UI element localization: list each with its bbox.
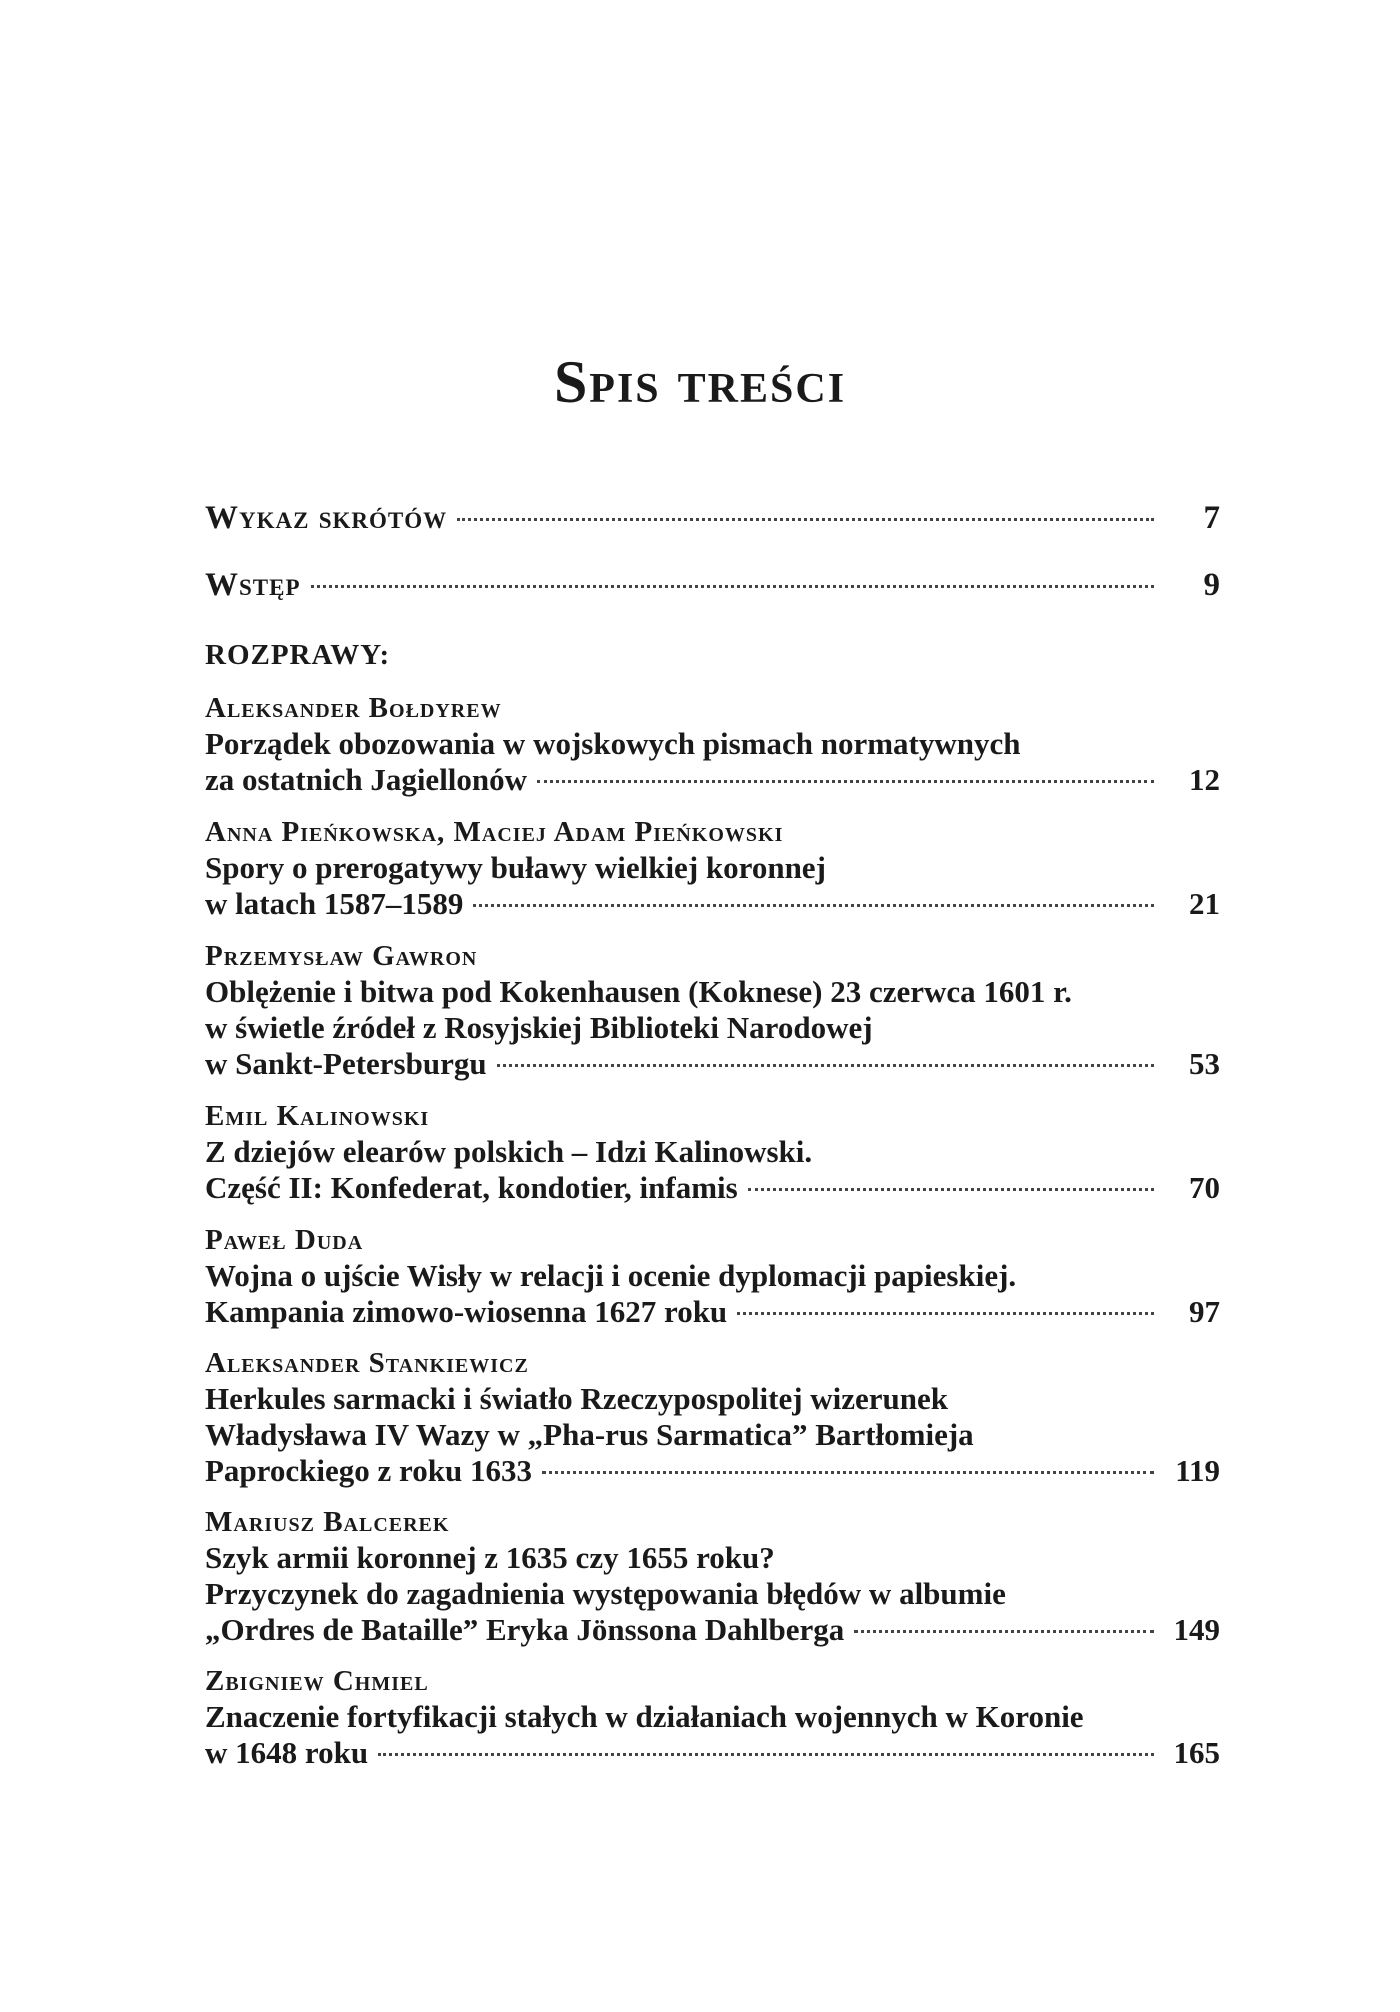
entry-title-line: Władysława IV Wazy w „Pha-rus Sarmatica” Bartłomieja (205, 1417, 974, 1452)
toc-entry-abbreviations[interactable] (205, 500, 1220, 536)
toc-entry[interactable] (205, 1504, 1220, 1648)
page-number: 97 (1189, 1294, 1220, 1329)
entry-title-line: Przyczynek do zagadnienia występowania błędów w albumie (205, 1576, 1006, 1611)
entry-title-line: Szyk armii koronnej z 1635 czy 1655 roku? (205, 1540, 775, 1575)
toc-entry-introduction[interactable] (205, 567, 1220, 603)
entry-author: Aleksander Bołdyrew (205, 692, 502, 724)
page-number: 7 (1203, 500, 1220, 536)
entry-title-last-line: „Ordres de Bataille” Eryka Jönssona Dahlberga (205, 1612, 845, 1647)
dot-leader (854, 1630, 1154, 1633)
page-number: 53 (1189, 1046, 1220, 1081)
toc-entry[interactable] (205, 1098, 1220, 1206)
page-number: 12 (1189, 762, 1220, 797)
entry-author: Paweł Duda (205, 1224, 364, 1256)
entry-title-last-line: w Sankt-Petersburgu (205, 1046, 487, 1081)
dot-leader (542, 1471, 1154, 1474)
page-number: 9 (1203, 567, 1220, 603)
entry-author: Mariusz Balcerek (205, 1506, 450, 1538)
dot-leader (737, 1312, 1154, 1315)
entry-title-last-line: Paprockiego z roku 1633 (205, 1453, 532, 1488)
entry-title-line: Znaczenie fortyfikacji stałych w działaniach wojennych w Koronie (205, 1699, 1084, 1734)
page-number: 149 (1173, 1612, 1220, 1647)
entry-title-line: Porządek obozowania w wojskowych pismach normatywnych (205, 726, 1021, 761)
toc-entry[interactable] (205, 690, 1220, 798)
entry-title-line: Spory o prerogatywy buławy wielkiej koronnej (205, 850, 826, 885)
dot-leader (457, 518, 1154, 521)
page-number: 21 (1189, 886, 1220, 921)
entry-label: Wstęp (205, 567, 301, 603)
entry-title-last-line: Kampania zimowo-wiosenna 1627 roku (205, 1294, 728, 1329)
page-number: 119 (1175, 1453, 1220, 1488)
entry-author: Emil Kalinowski (205, 1100, 430, 1132)
page-title: Spis treści (553, 349, 847, 415)
dot-leader (378, 1753, 1154, 1756)
section-label: ROZPRAWY: (205, 639, 391, 671)
entry-title-last-line: za ostatnich Jagiellonów (205, 762, 528, 797)
entry-title-last-line: Część II: Konfederat, kondotier, infamis (205, 1170, 738, 1205)
entry-author: Aleksander Stankiewicz (205, 1347, 529, 1379)
entry-title-line: Wojna o ujście Wisły w relacji i ocenie dyplomacji papieskiej. (205, 1258, 1017, 1293)
entry-title-line: Oblężenie i bitwa pod Kokenhausen (Koknese) 23 czerwca 1601 r. (205, 974, 1072, 1009)
entry-author: Anna Pieńkowska, Maciej Adam Pieńkowski (205, 816, 784, 848)
entry-author: Przemysław Gawron (205, 940, 478, 972)
dot-leader (473, 904, 1154, 907)
toc-entry[interactable] (205, 814, 1220, 922)
entry-title-last-line: w 1648 roku (205, 1735, 369, 1770)
entry-title-line: w świetle źródeł z Rosyjskiej Biblioteki Narodowej (205, 1010, 873, 1045)
page-number: 70 (1189, 1170, 1220, 1205)
toc-entry[interactable] (205, 1345, 1220, 1489)
dot-leader (497, 1064, 1154, 1067)
toc-entry[interactable] (205, 938, 1220, 1082)
toc-entry[interactable] (205, 1222, 1220, 1330)
entry-author: Zbigniew Chmiel (205, 1665, 429, 1697)
dot-leader (311, 585, 1154, 588)
entry-title-last-line: w latach 1587–1589 (205, 886, 464, 921)
page-number: 165 (1173, 1735, 1220, 1770)
dot-leader (748, 1188, 1154, 1191)
entry-title-line: Herkules sarmacki i światło Rzeczypospolitej wizerunek (205, 1381, 949, 1416)
entry-label: Wykaz skrótów (205, 500, 448, 536)
toc-entry[interactable] (205, 1663, 1220, 1771)
dot-leader (537, 780, 1154, 783)
entry-title-line: Z dziejów elearów polskich – Idzi Kalinowski. (205, 1134, 813, 1169)
